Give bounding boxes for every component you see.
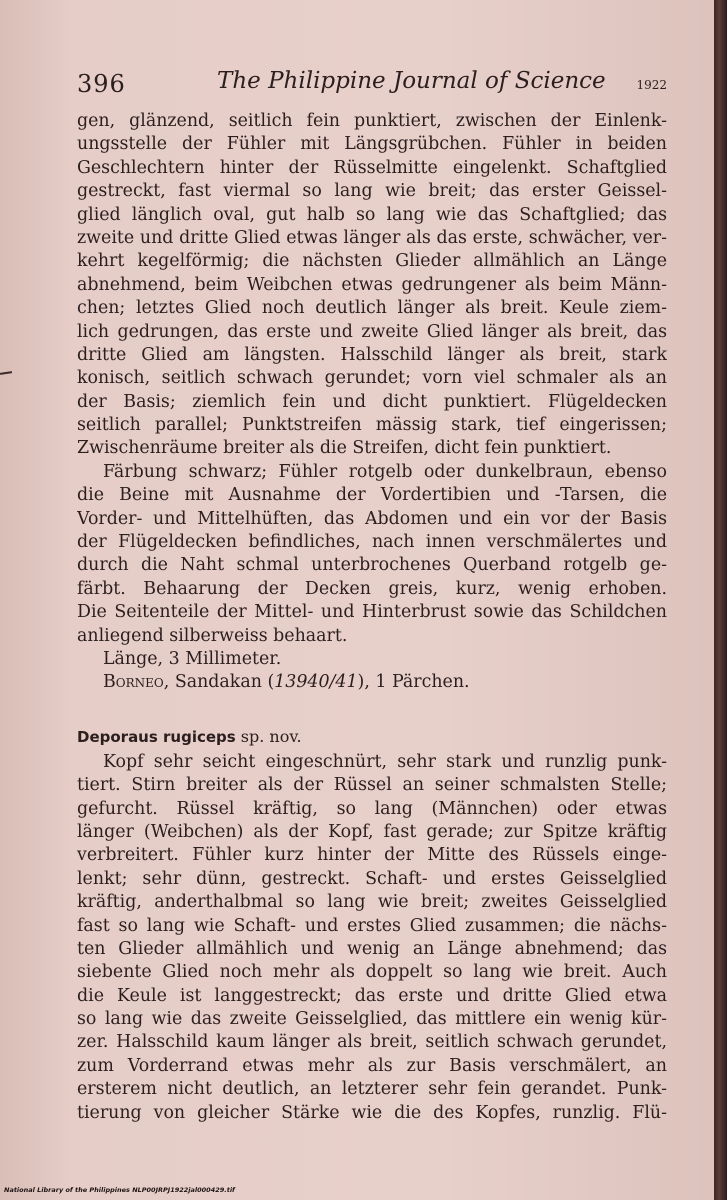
text-line: ten Glieder allmählich und wenig an Länge abnehmend; das [77, 938, 667, 959]
specimen-number: 13940/41 [274, 672, 358, 693]
journal-title: The Philippine Journal of Science [217, 68, 606, 94]
margin-mark [0, 371, 12, 375]
text-line: Vorder- und Mittelhüften, das Abdomen und ein vor der Basis [77, 508, 667, 529]
species-heading [77, 725, 667, 751]
text-line: konisch, seitlich schwach gerundet; vorn viel schmaler als an [77, 368, 667, 389]
measurement-line: Länge, 3 Millimeter. [103, 648, 282, 669]
text-line: zum Vorderrand etwas mehr als zur Basis verschmälert, an [77, 1055, 667, 1076]
page-number: 396 [77, 70, 126, 98]
text-line: dritte Glied am längsten. Halsschild länger als breit, stark [77, 344, 667, 365]
paragraph-coloration [77, 461, 667, 648]
text-line: siebente Glied noch mehr als doppelt so lang wie breit. Auch [77, 962, 667, 983]
specimen-count: ), 1 Pärchen. [357, 672, 470, 693]
text-line: seitlich parallel; Punktstreifen mässig stark, tief eingerissen; [77, 415, 667, 436]
text-line: chen; letztes Glied noch deutlich länger als breit. Keule ziem- [77, 298, 667, 319]
text-line: fast so lang wie Schaft- und erstes Glied zusammen; die nächs- [77, 915, 667, 936]
text-line: ungsstelle der Fühler mit Längsgrübchen. Fühler in beiden [77, 134, 667, 155]
section-spacer [77, 695, 667, 725]
species-status: sp. nov. [235, 726, 302, 746]
text-line: lich gedrungen, das erste und zweite Glied länger als breit, das [77, 321, 667, 342]
text-line: die Beine mit Ausnahme der Vordertibien und -Tarsen, die [77, 485, 667, 506]
locality-place: , Sandakan ( [163, 672, 275, 693]
text-line: zer. Halsschild kaum länger als breit, seitlich schwach gerundet, [77, 1032, 667, 1053]
text-line: zweite und dritte Glied etwas länger als das erste, schwächer, ver- [77, 227, 667, 248]
text-line: anliegend silberweiss behaart. [77, 625, 348, 646]
text-line: Die Seitenteile der Mittel- und Hinterbrust sowie das Schildchen [77, 602, 667, 623]
paragraph-description [77, 110, 667, 461]
text-line: der Basis; ziemlich fein und dicht punktiert. Flügeldecken [77, 391, 667, 412]
text-line: so lang wie das zweite Geisselglied, das mittlere ein wenig kür- [77, 1009, 667, 1030]
text-line: ersterem nicht deutlich, an letzterer sehr fein gerandet. Punk- [77, 1079, 667, 1100]
text-line: gestreckt, fast viermal so lang wie breit; das erster Geissel- [77, 181, 667, 202]
text-line: verbreitert. Fühler kurz hinter der Mitte des Rüssels einge- [77, 845, 667, 866]
text-line: der Flügeldecken befindliches, nach innen verschmälertes und [77, 532, 667, 553]
text-line: tiert. Stirn breiter als der Rüssel an seiner schmalsten Stelle; [77, 775, 667, 796]
text-line: kehrt kegelförmig; die nächsten Glieder allmählich an Länge [77, 251, 667, 272]
publication-year: 1922 [636, 78, 667, 92]
text-line: abnehmend, beim Weibchen etwas gedrungener als beim Männ- [77, 274, 667, 295]
text-line: lenkt; sehr dünn, gestreckt. Schaft- und erstes Geisselglied [77, 868, 667, 889]
locality-line [77, 671, 667, 694]
species-name: Deporaus rugiceps [77, 727, 236, 746]
body-text [77, 110, 667, 1125]
text-line: färbt. Behaarung der Decken greis, kurz, wenig erhoben. [77, 578, 667, 599]
page-header [77, 64, 667, 104]
text-line: Kopf sehr seicht eingeschnürt, sehr stark und runzlig punk- [103, 751, 667, 772]
text-line: gen, glänzend, seitlich fein punktiert, zwischen der Einlenk- [77, 111, 667, 131]
text-line: Geschlechtern hinter der Rüsselmitte eingelenkt. Schaftglied [77, 157, 667, 178]
text-line: durch die Naht schmal unterbrochenes Querband rotgelb ge- [77, 555, 667, 576]
text-line: kräftig, anderthalbmal so lang wie breit; zweites Geisselglied [77, 892, 667, 913]
text-line: die Keule ist langgestreckt; das erste und dritte Glied etwa [77, 985, 667, 1006]
book-edge [714, 0, 727, 1200]
text-line: tierung von gleicher Stärke wie die des Kopfes, runzlig. Flü- [77, 1102, 667, 1123]
locality-region: Borneo [103, 672, 164, 693]
scan-footer: National Library of the Philippines NLP00JRPJ1922jal000429.tif [4, 1186, 235, 1194]
text-line: gefurcht. Rüssel kräftig, so lang (Männchen) oder etwas [77, 798, 667, 819]
text-line: länger (Weibchen) als der Kopf, fast gerade; zur Spitze kräftig [77, 821, 667, 842]
text-line: Zwischenräume breiter als die Streifen, dicht fein punktiert. [77, 438, 612, 459]
paragraph-species-description [77, 751, 667, 1125]
text-line: glied länglich oval, gut halb so lang wie das Schaftglied; das [77, 204, 667, 225]
text-line: Färbung schwarz; Fühler rotgelb oder dunkelbraun, ebenso [103, 461, 667, 482]
